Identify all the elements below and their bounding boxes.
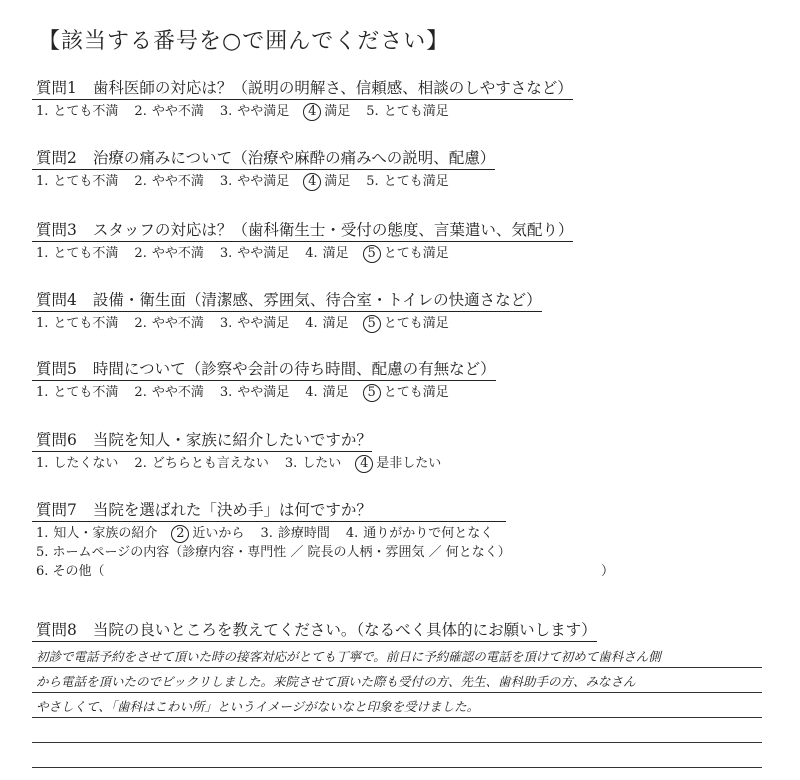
- question-text: 当院を知人・家族に紹介したいですか？: [92, 431, 372, 449]
- option-2[interactable]: 2. やや不満: [134, 246, 204, 261]
- option-5-line[interactable]: 5. ホームページの内容（診療内容・専門性 ／ 院長の人柄・雰囲気 ／ 何となく）: [36, 545, 511, 560]
- question-3: [32, 220, 772, 263]
- option-4-selected[interactable]: 4 是非したい: [357, 455, 441, 473]
- question-label: 質問4: [36, 291, 77, 309]
- option-6-line[interactable]: [36, 562, 772, 581]
- option-5-selected[interactable]: 5 とても満足: [365, 245, 449, 263]
- question-title: [32, 500, 506, 522]
- option-3[interactable]: 3. やや満足: [219, 104, 290, 119]
- free-answer-area[interactable]: [32, 643, 762, 768]
- answer-line: [32, 743, 762, 768]
- option-list: [36, 455, 772, 473]
- answer-line: [32, 693, 762, 718]
- option-5-selected[interactable]: 5 とても満足: [365, 315, 449, 333]
- question-title: [32, 220, 573, 242]
- option-1[interactable]: 1. したくない: [36, 456, 119, 471]
- option-3[interactable]: 3. やや満足: [219, 246, 290, 261]
- question-4: [32, 290, 772, 333]
- option-4[interactable]: 4. 満足: [305, 385, 349, 400]
- option-1[interactable]: 1. 知人・家族の紹介: [36, 526, 158, 541]
- option-2[interactable]: 2. どちらとも言えない: [134, 456, 269, 471]
- option-2[interactable]: 2. やや不満: [134, 174, 204, 189]
- option-3[interactable]: 3. やや満足: [219, 385, 290, 400]
- option-3[interactable]: 3. したい: [284, 456, 342, 471]
- option-2[interactable]: 2. やや不満: [134, 385, 204, 400]
- option-2-selected[interactable]: 2 近いから: [173, 525, 244, 543]
- question-label: 質問3: [36, 221, 77, 239]
- option-1[interactable]: 1. とても不満: [36, 174, 119, 189]
- question-2: [32, 148, 772, 191]
- option-4[interactable]: 4. 通りがかりで何となく: [345, 526, 494, 541]
- option-4-selected[interactable]: 4 満足: [305, 103, 350, 121]
- question-label: 質問8: [36, 621, 77, 639]
- question-title: [32, 430, 372, 452]
- question-title: [32, 78, 573, 100]
- question-1: [32, 78, 772, 121]
- option-list: [36, 384, 772, 402]
- option-4[interactable]: 4. 満足: [305, 246, 349, 261]
- question-text: 歯科医師の対応は？（説明の明解さ、信頼感、相談のしやすさなど）: [92, 79, 573, 97]
- option-5-selected[interactable]: 5 とても満足: [365, 384, 449, 402]
- answer-line: [32, 668, 762, 693]
- answer-line: [32, 718, 762, 743]
- option-list: [36, 103, 772, 121]
- option-1[interactable]: 1. とても不満: [36, 104, 119, 119]
- question-title: [32, 290, 542, 312]
- option-1[interactable]: 1. とても不満: [36, 385, 119, 400]
- option-1[interactable]: 1. とても不満: [36, 316, 119, 331]
- question-text: 治療の痛みについて（治療や麻酔の痛みへの説明、配慮）: [92, 149, 496, 167]
- option-3[interactable]: 3. やや満足: [219, 174, 290, 189]
- question-text: 当院を選ばれた「決め手」は何ですか？: [92, 501, 372, 519]
- option-6-close-paren: ）: [601, 564, 615, 579]
- answer-text: から電話を頂いたのでビックリしました。来院させて頂いた際も受付の方、先生、歯科助手の方、みなさん: [36, 674, 636, 689]
- answer-text: やさしくて、「歯科はこわい所」というイメージがないなと印象を受けました。: [36, 699, 480, 714]
- option-4-selected[interactable]: 4 満足: [305, 173, 350, 191]
- question-6: [32, 430, 772, 473]
- page-title: 【該当する番号を○で囲んでください】: [38, 29, 450, 54]
- question-text: 時間について（診察や会計の待ち時間、配慮の有無など）: [92, 360, 496, 378]
- question-title: [32, 148, 495, 170]
- option-2[interactable]: 2. やや不満: [134, 104, 204, 119]
- option-3[interactable]: 3. 診療時間: [260, 526, 330, 541]
- question-label: 質問6: [36, 431, 77, 449]
- answer-line: [32, 643, 762, 668]
- question-8: [32, 620, 772, 642]
- option-2[interactable]: 2. やや不満: [134, 316, 204, 331]
- question-label: 質問2: [36, 149, 77, 167]
- question-7: [32, 500, 772, 581]
- option-list: [36, 525, 772, 543]
- option-4[interactable]: 4. 満足: [305, 316, 349, 331]
- question-text: スタッフの対応は？（歯科衛生士・受付の態度、言葉遣い、気配り）: [92, 221, 574, 239]
- option-list: [36, 315, 772, 333]
- option-list: [36, 173, 772, 191]
- option-5[interactable]: 5. とても満足: [366, 174, 449, 189]
- option-1[interactable]: 1. とても不満: [36, 246, 119, 261]
- option-3[interactable]: 3. やや満足: [219, 316, 290, 331]
- question-text: 当院の良いところを教えてください。（なるべく具体的にお願いします）: [92, 621, 597, 639]
- question-title: [32, 359, 496, 381]
- question-label: 質問5: [36, 360, 77, 378]
- question-5: [32, 359, 772, 402]
- answer-text: 初診で電話予約をさせて頂いた時の接客対応がとても丁寧で。前日に予約確認の電話を頂けて初めて歯科さん側: [36, 649, 661, 664]
- question-title: [32, 620, 597, 642]
- question-text: 設備・衛生面（清潔感、雰囲気、待合室・トイレの快適さなど）: [92, 291, 542, 309]
- option-6-label: 6. その他（: [36, 564, 105, 579]
- option-5[interactable]: 5. とても満足: [366, 104, 449, 119]
- option-list: [36, 245, 772, 263]
- question-label: 質問1: [36, 79, 77, 97]
- question-label: 質問7: [36, 501, 77, 519]
